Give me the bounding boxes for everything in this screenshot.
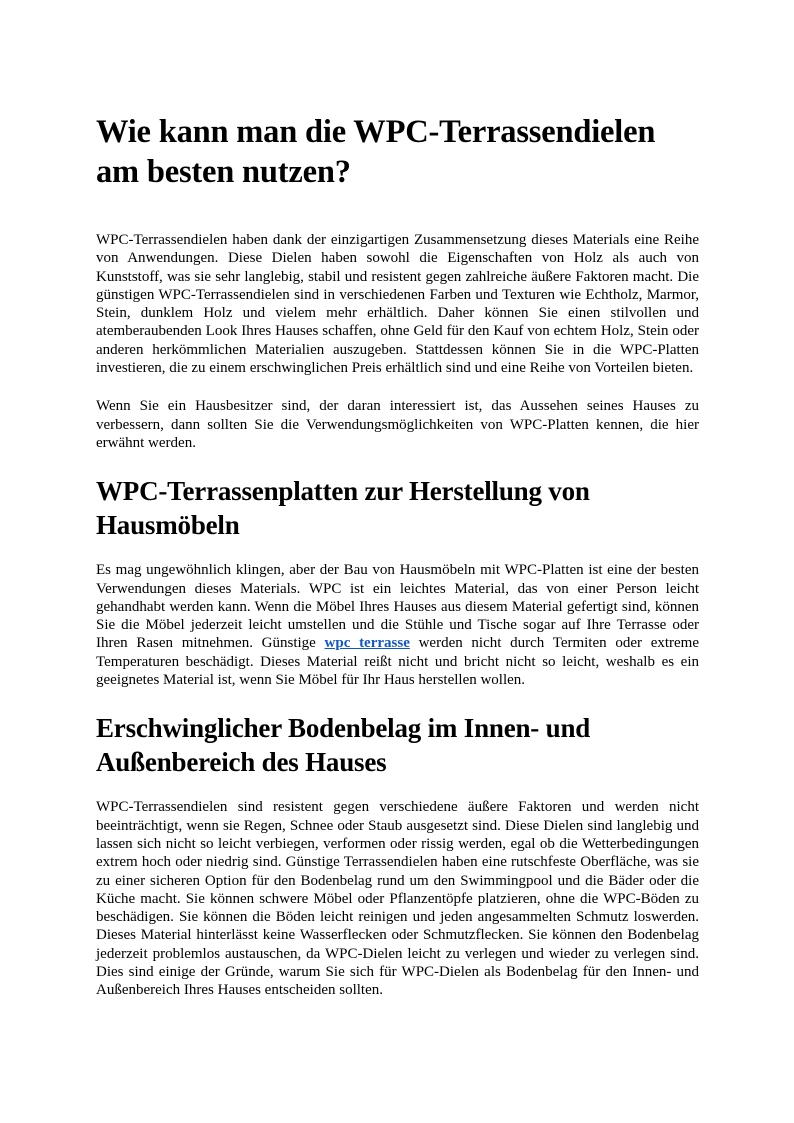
section-heading-furniture: WPC-Terrassenplatten zur Herstellung von Hausmöbeln (96, 476, 590, 541)
paragraph-text-before-link: Es mag ungewöhnlich klingen, aber der Bau von Hausmöbeln mit WPC-Platten ist eine der besten Verwendungen dieses Materials. WPC ist ein leichtes Material, das von einer Person leicht gehandhabt werden kann. Wenn die Möbel Ihres Hauses aus diesem Material gefertigt sind, können Sie die Möbel jederzeit leicht umstellen und die Stühle und Tische sogar auf Ihre Terrasse oder Ihren Rasen mitnehmen. Günstige (96, 562, 699, 652)
page-title: Wie kann man die WPC-Terrassendielen am besten nutzen? (96, 114, 656, 190)
wpc-terrasse-link[interactable]: wpc terrasse (324, 635, 410, 652)
section-paragraph-furniture (96, 561, 699, 689)
section-heading-flooring: Erschwinglicher Bodenbelag im Innen- und Außenbereich des Hauses (96, 713, 591, 778)
intro-paragraph-2: Wenn Sie ein Hausbesitzer sind, der daran interessiert ist, das Aussehen seines Hauses zu verbessern, dann sollten Sie die Verwendungsmöglichkeiten von WPC-Platten kennen, die hier erwähnt werden. (96, 398, 699, 451)
intro-paragraph-1: WPC-Terrassendielen haben dank der einzigartigen Zusammensetzung dieses Materials eine Reihe von Anwendungen. Diese Dielen haben sowohl die Eigenschaften von Holz als auch von Kunststoff, was sie sehr langlebig, stabil und resistent gegen zahlreiche äußere Faktoren macht. Die günstigen WPC-Terrassendielen sind in verschiedenen Farben und Texturen wie Echtholz, Marmor, Stein, dunklem Holz und vielem mehr erhältlich. Daher können Sie einen stilvollen und atemberaubenden Look Ihres Hauses schaffen, ohne Geld für den Kauf von echtem Holz, Stein oder anderen herkömmlichen Materialien auszugeben. Stattdessen können Sie in die WPC-Platten investieren, die zu einem erschwinglichen Preis erhältlich sind und eine Reihe von Vorteilen bieten. (96, 232, 699, 377)
paragraph-text-after-link: werden nicht durch Termiten oder extreme Temperaturen beschädigt. Dieses Material reißt nicht und bricht nicht so leicht, weshalb es ein geeignetes Material ist, wenn Sie Möbel für Ihr Haus herstellen wollen. (96, 635, 699, 689)
document-page (96, 112, 699, 1020)
section-paragraph-flooring: WPC-Terrassendielen sind resistent gegen verschiedene äußere Faktoren und werden nicht beeinträchtigt, wenn sie Regen, Schnee oder Staub ausgesetzt sind. Diese Dielen sind langlebig und lassen sich nicht so leicht verbiegen, verformen oder rissig werden, egal ob die Wetterbedingungen extrem hoch oder niedrig sind. Günstige Terrassendielen haben eine rutschfeste Oberfläche, was sie zu einer sicheren Option für den Bodenbelag rund um den Swimmingpool und die Bäder oder die Küche macht. Sie können schwere Möbel oder Pflanzentöpfe platzieren, ohne die WPC-Böden zu beschädigen. Sie können die Böden leicht reinigen und jeden angesammelten Schmutz loswerden. Dieses Material hinterlässt keine Wasserflecken oder Schmutzflecken. Sie können den Bodenbelag jederzeit problemlos austauschen, da WPC-Dielen leicht zu verlegen und wieder zu verlegen sind. Dies sind einige der Gründe, warum Sie sich für WPC-Dielen als Bodenbelag für den Innen- und Außenbereich Ihres Hauses entscheiden sollten. (96, 799, 699, 999)
